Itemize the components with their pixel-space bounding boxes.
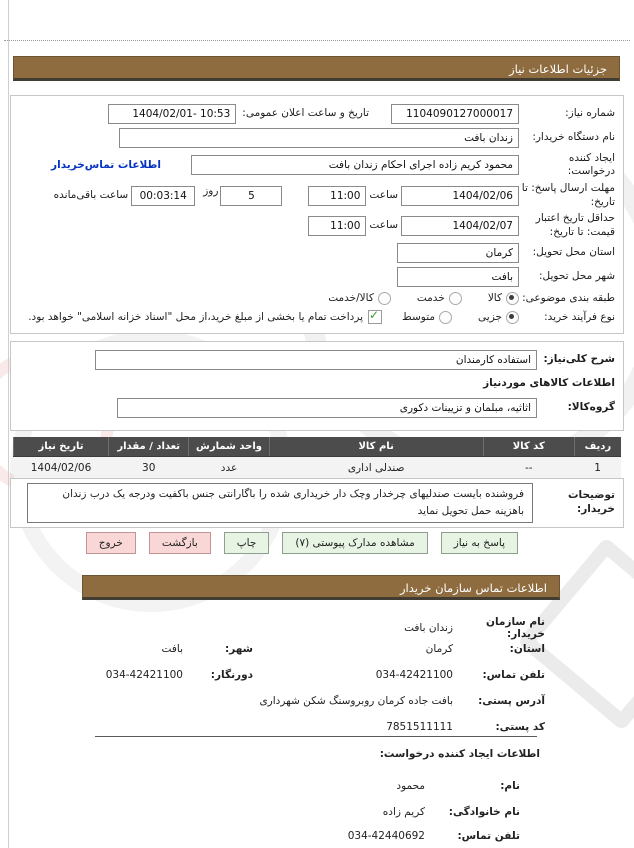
col-quantity: تعداد / مقدار: [109, 437, 189, 457]
need-description-panel: [10, 341, 624, 431]
first-name-value: محمود: [396, 780, 425, 792]
col-need-date: تاریخ نیاز: [14, 437, 109, 457]
contact-city-value: بافت: [161, 643, 183, 655]
goods-group-input[interactable]: [117, 398, 537, 418]
goods-table-header: [14, 437, 622, 457]
remaining-label: ساعت باقی‌مانده: [53, 189, 129, 202]
request-creator-input[interactable]: [191, 155, 519, 175]
buyer-contact-link[interactable]: اطلاعات تماس‌خریدار: [51, 159, 161, 172]
creator-phone-label: تلفن تماس:: [457, 830, 520, 842]
province-row: [19, 243, 615, 263]
address-label: آدرس پستی:: [478, 695, 545, 707]
option-goods-label: کالا: [487, 292, 502, 305]
goods-group-row: [19, 398, 615, 418]
table-row: [14, 457, 622, 479]
org-name-row: [253, 616, 545, 640]
creator-phone-row: [295, 830, 520, 842]
need-desc-row: [19, 350, 615, 370]
cell-row-number: 1: [574, 457, 621, 479]
announce-datetime-label: تاریخ و ساعت اعلان عمومی:: [242, 107, 369, 120]
request-creator-label: ایجاد کننده درخواست:: [567, 152, 615, 178]
province-input[interactable]: [397, 243, 519, 263]
city-row: [19, 267, 615, 287]
price-hour-input[interactable]: [308, 216, 366, 236]
back-button[interactable]: بازگشت: [149, 532, 211, 554]
radio-goods-icon[interactable]: [506, 292, 519, 305]
province-label: استان محل تحویل:: [532, 246, 615, 259]
postal-code-row: [253, 721, 545, 733]
section-divider: [95, 736, 537, 737]
price-validity-label: حداقل تاریخ اعتبار قیمت: تا تاریخ:: [535, 212, 615, 238]
buyer-notes-label: توضیحات خریدار:: [567, 489, 615, 515]
treasury-checkbox-icon[interactable]: [368, 310, 382, 324]
address-value: بافت جاده کرمان روبروسنگ شکن شهرداری: [259, 695, 453, 707]
reply-deadline-date-input[interactable]: [401, 186, 519, 206]
need-desc-label: شرح کلی‌نیاز:: [543, 353, 615, 366]
radio-service-icon[interactable]: [449, 292, 462, 305]
goods-group-label: گروه‌کالا:: [567, 401, 615, 414]
creator-info-heading: اطلاعات ایجاد کننده درخواست:: [379, 748, 540, 760]
col-row-number: ردیف: [574, 437, 621, 457]
option-minor-label: جزیی: [478, 311, 502, 324]
buyer-org-input[interactable]: [119, 128, 519, 148]
city-label: شهر محل تحویل:: [539, 270, 615, 283]
contact-phone-label: تلفن تماس:: [482, 669, 545, 681]
city-input[interactable]: [397, 267, 519, 287]
view-attachments-button[interactable]: مشاهده مدارک پیوستی (۷): [282, 532, 427, 554]
section-title: جزئیات اطلاعات نیاز: [509, 62, 607, 76]
col-unit: واحد شمارش: [189, 437, 269, 457]
creator-phone-value: 034-42440692: [347, 830, 425, 842]
postal-code-label: کد پستی:: [495, 721, 545, 733]
respond-button[interactable]: پاسخ به نیاز: [441, 532, 518, 554]
goods-table: [13, 437, 621, 479]
print-button[interactable]: چاپ: [224, 532, 270, 554]
phone-fax-row: [33, 669, 545, 681]
last-name-value: کریم زاده: [382, 806, 425, 818]
creator-last-name-row: [295, 806, 520, 818]
reply-deadline-label: مهلت ارسال پاسخ: تا تاریخ:: [521, 182, 615, 208]
price-hour-label: ساعت: [369, 219, 398, 232]
postal-code-value: 7851511111: [386, 721, 453, 733]
cell-goods-name: صندلی اداری: [269, 457, 483, 479]
contact-province-value: کرمان: [425, 643, 453, 655]
contact-fax-label: دورنگار:: [210, 669, 253, 681]
address-row: [173, 695, 545, 707]
exit-button[interactable]: خروج: [86, 532, 136, 554]
contact-phone-value: 034-42421100: [375, 669, 453, 681]
radio-medium-icon[interactable]: [439, 311, 452, 324]
option-medium-label: متوسط: [402, 311, 436, 324]
section-bar-need-details: [13, 56, 620, 81]
classification-label: طبقه بندی موضوعی:: [522, 291, 615, 304]
contact-province-label: استان:: [509, 643, 545, 655]
section-title: اطلاعات تماس سازمان خریدار: [399, 581, 547, 595]
col-goods-code: کد کالا: [483, 437, 574, 457]
province-city-row: [33, 643, 545, 655]
buyer-notes-panel: [10, 478, 624, 528]
dotted-separator: [4, 40, 630, 41]
cell-goods-code: --: [483, 457, 574, 479]
last-name-label: نام خانوادگی:: [448, 806, 520, 818]
radio-minor-icon[interactable]: [506, 311, 519, 324]
need-number-row: [19, 104, 615, 124]
org-name-label: نام سازمان خریدار:: [486, 616, 545, 640]
price-validity-date-input[interactable]: [401, 216, 519, 236]
cell-unit: عدد: [189, 457, 269, 479]
option-service-label: خدمت: [416, 292, 445, 305]
section-bar-buyer-contact: [82, 575, 560, 600]
first-name-label: نام:: [500, 780, 520, 792]
reply-hour-input[interactable]: [308, 186, 366, 206]
radio-goods-service-icon[interactable]: [378, 292, 391, 305]
buyer-notes-box[interactable]: فروشنده بایست صندلیهای چرخدار وچک دار خریداری شده را باگارانتی جنس باکفیت ودرجه یک درب زندان باهزینه حمل تحویل نماید: [27, 483, 533, 523]
buyer-org-row: [19, 128, 615, 148]
reply-days-input[interactable]: [220, 186, 282, 206]
option-goods-service-label: کالا/خدمت: [328, 292, 374, 305]
contact-fax-value: 034-42421100: [105, 669, 183, 681]
need-desc-input[interactable]: [95, 350, 537, 370]
need-details-panel: [10, 95, 624, 334]
classification-row: [19, 291, 615, 306]
page-frame-line: [8, 0, 9, 848]
price-validity-row: [19, 213, 615, 239]
process-type-label: نوع فرآیند خرید:: [544, 310, 615, 323]
days-label: روز: [203, 185, 219, 198]
treasury-note: پرداخت تمام یا بخشی از مبلغ خرید،از محل "اسناد خزانه اسلامی" خواهد بود.: [28, 311, 364, 324]
announce-datetime-input[interactable]: [108, 104, 236, 124]
goods-info-heading: اطلاعات کالاهای موردنیاز: [483, 377, 615, 390]
cell-quantity: 30: [109, 457, 189, 479]
reply-deadline-row: [19, 183, 615, 209]
cell-need-date: 1404/02/06: [14, 457, 109, 479]
request-creator-row: [19, 152, 615, 179]
remaining-time-input[interactable]: [131, 186, 195, 206]
reply-hour-label: ساعت: [369, 189, 398, 202]
creator-first-name-row: [295, 780, 520, 792]
buyer-org-label: نام دستگاه خریدار:: [532, 131, 615, 144]
action-buttons: [86, 532, 518, 554]
contact-city-label: شهر:: [225, 643, 253, 655]
need-number-input[interactable]: [391, 104, 519, 124]
process-type-row: [19, 310, 615, 325]
col-goods-name: نام کالا: [269, 437, 483, 457]
goods-heading-row: [19, 376, 615, 392]
org-name-value: زندان بافت: [404, 622, 453, 634]
need-number-label: شماره نیاز:: [565, 107, 615, 120]
